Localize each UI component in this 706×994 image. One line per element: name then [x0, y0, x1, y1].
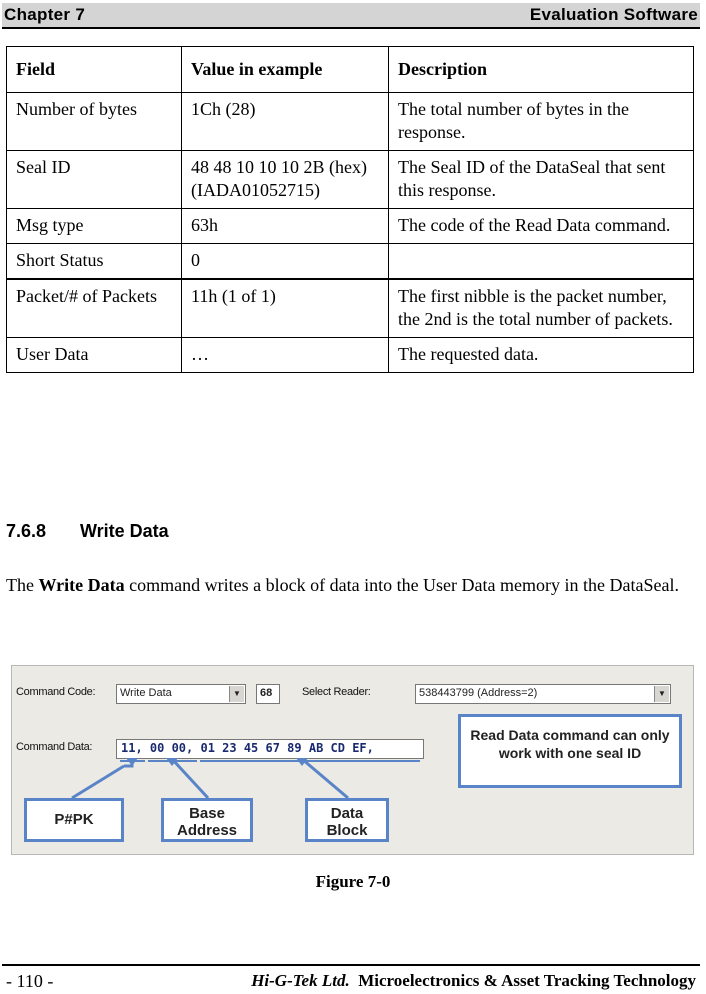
single-seal-note-callout: Read Data command can only work with one seal ID — [458, 714, 682, 788]
command-name: Write Data — [38, 575, 125, 595]
column-header: Value in example — [182, 47, 389, 93]
section-number: 7.6.8 — [6, 521, 47, 541]
chevron-down-icon[interactable]: ▼ — [654, 686, 669, 702]
company-name: Hi-G-Tek Ltd. — [251, 971, 350, 990]
table-cell: … — [182, 338, 389, 373]
table-cell: 63h — [182, 209, 389, 244]
chapter-title: Evaluation Software — [529, 5, 698, 24]
command-code-hex-field[interactable]: 68 — [256, 684, 280, 704]
base-address-label: Base Address — [161, 798, 253, 842]
page-header — [2, 3, 700, 29]
company-line — [251, 971, 696, 991]
table-cell: Short Status — [7, 244, 182, 280]
page-footer — [2, 964, 700, 994]
packet-number-label: P#PK — [24, 798, 124, 842]
table-row — [7, 244, 694, 280]
table-cell: 11h (1 of 1) — [182, 279, 389, 338]
command-data-field[interactable]: 11, 00 00, 01 23 45 67 89 AB CD EF, — [116, 739, 424, 759]
section-heading — [6, 521, 169, 542]
table-cell: The total number of bytes in the response. — [389, 93, 694, 151]
select-reader-label: Select Reader: — [302, 686, 371, 698]
page-number: - 110 - — [6, 971, 54, 991]
table-cell: The code of the Read Data command. — [389, 209, 694, 244]
chevron-down-icon[interactable]: ▼ — [229, 686, 244, 702]
table-cell: 48 48 10 10 10 2B (hex) (IADA01052715) — [182, 151, 389, 209]
table-cell: The first nibble is the packet number, the 2nd is the total number of packets. — [389, 279, 694, 338]
write-data-screenshot-figure — [11, 665, 694, 855]
column-header: Description — [389, 47, 694, 93]
response-field-table — [6, 46, 694, 373]
data-block-label: Data Block — [305, 798, 389, 842]
table-cell: Msg type — [7, 209, 182, 244]
table-row — [7, 151, 694, 209]
paragraph-text: The — [6, 575, 39, 595]
company-tagline: Microelectronics & Asset Tracking Technology — [358, 971, 696, 990]
command-data-label: Command Data: — [16, 741, 93, 753]
table-cell: Packet/# of Packets — [7, 279, 182, 338]
table-cell: Seal ID — [7, 151, 182, 209]
column-header: Field — [7, 47, 182, 93]
table-cell — [389, 244, 694, 280]
paragraph-text: command writes a block of data into the User Data memory in the DataSeal. — [124, 575, 679, 595]
figure-caption: Figure 7-0 — [315, 872, 391, 891]
command-code-label: Command Code: — [16, 686, 96, 698]
select-reader-value: 538443799 (Address=2) — [419, 687, 538, 699]
body-paragraph — [6, 573, 706, 598]
command-code-value: Write Data — [120, 687, 172, 699]
table-header-row — [7, 47, 694, 93]
table-cell: 0 — [182, 244, 389, 280]
table-row — [7, 209, 694, 244]
chapter-label: Chapter 7 — [4, 5, 86, 24]
table-row — [7, 93, 694, 151]
table-cell: The Seal ID of the DataSeal that sent this response. — [389, 151, 694, 209]
table-cell: 1Ch (28) — [182, 93, 389, 151]
table-cell: Number of bytes — [7, 93, 182, 151]
table-row — [7, 338, 694, 373]
table-cell: User Data — [7, 338, 182, 373]
section-title: Write Data — [80, 521, 169, 541]
table-cell: The requested data. — [389, 338, 694, 373]
table-row — [7, 279, 694, 338]
